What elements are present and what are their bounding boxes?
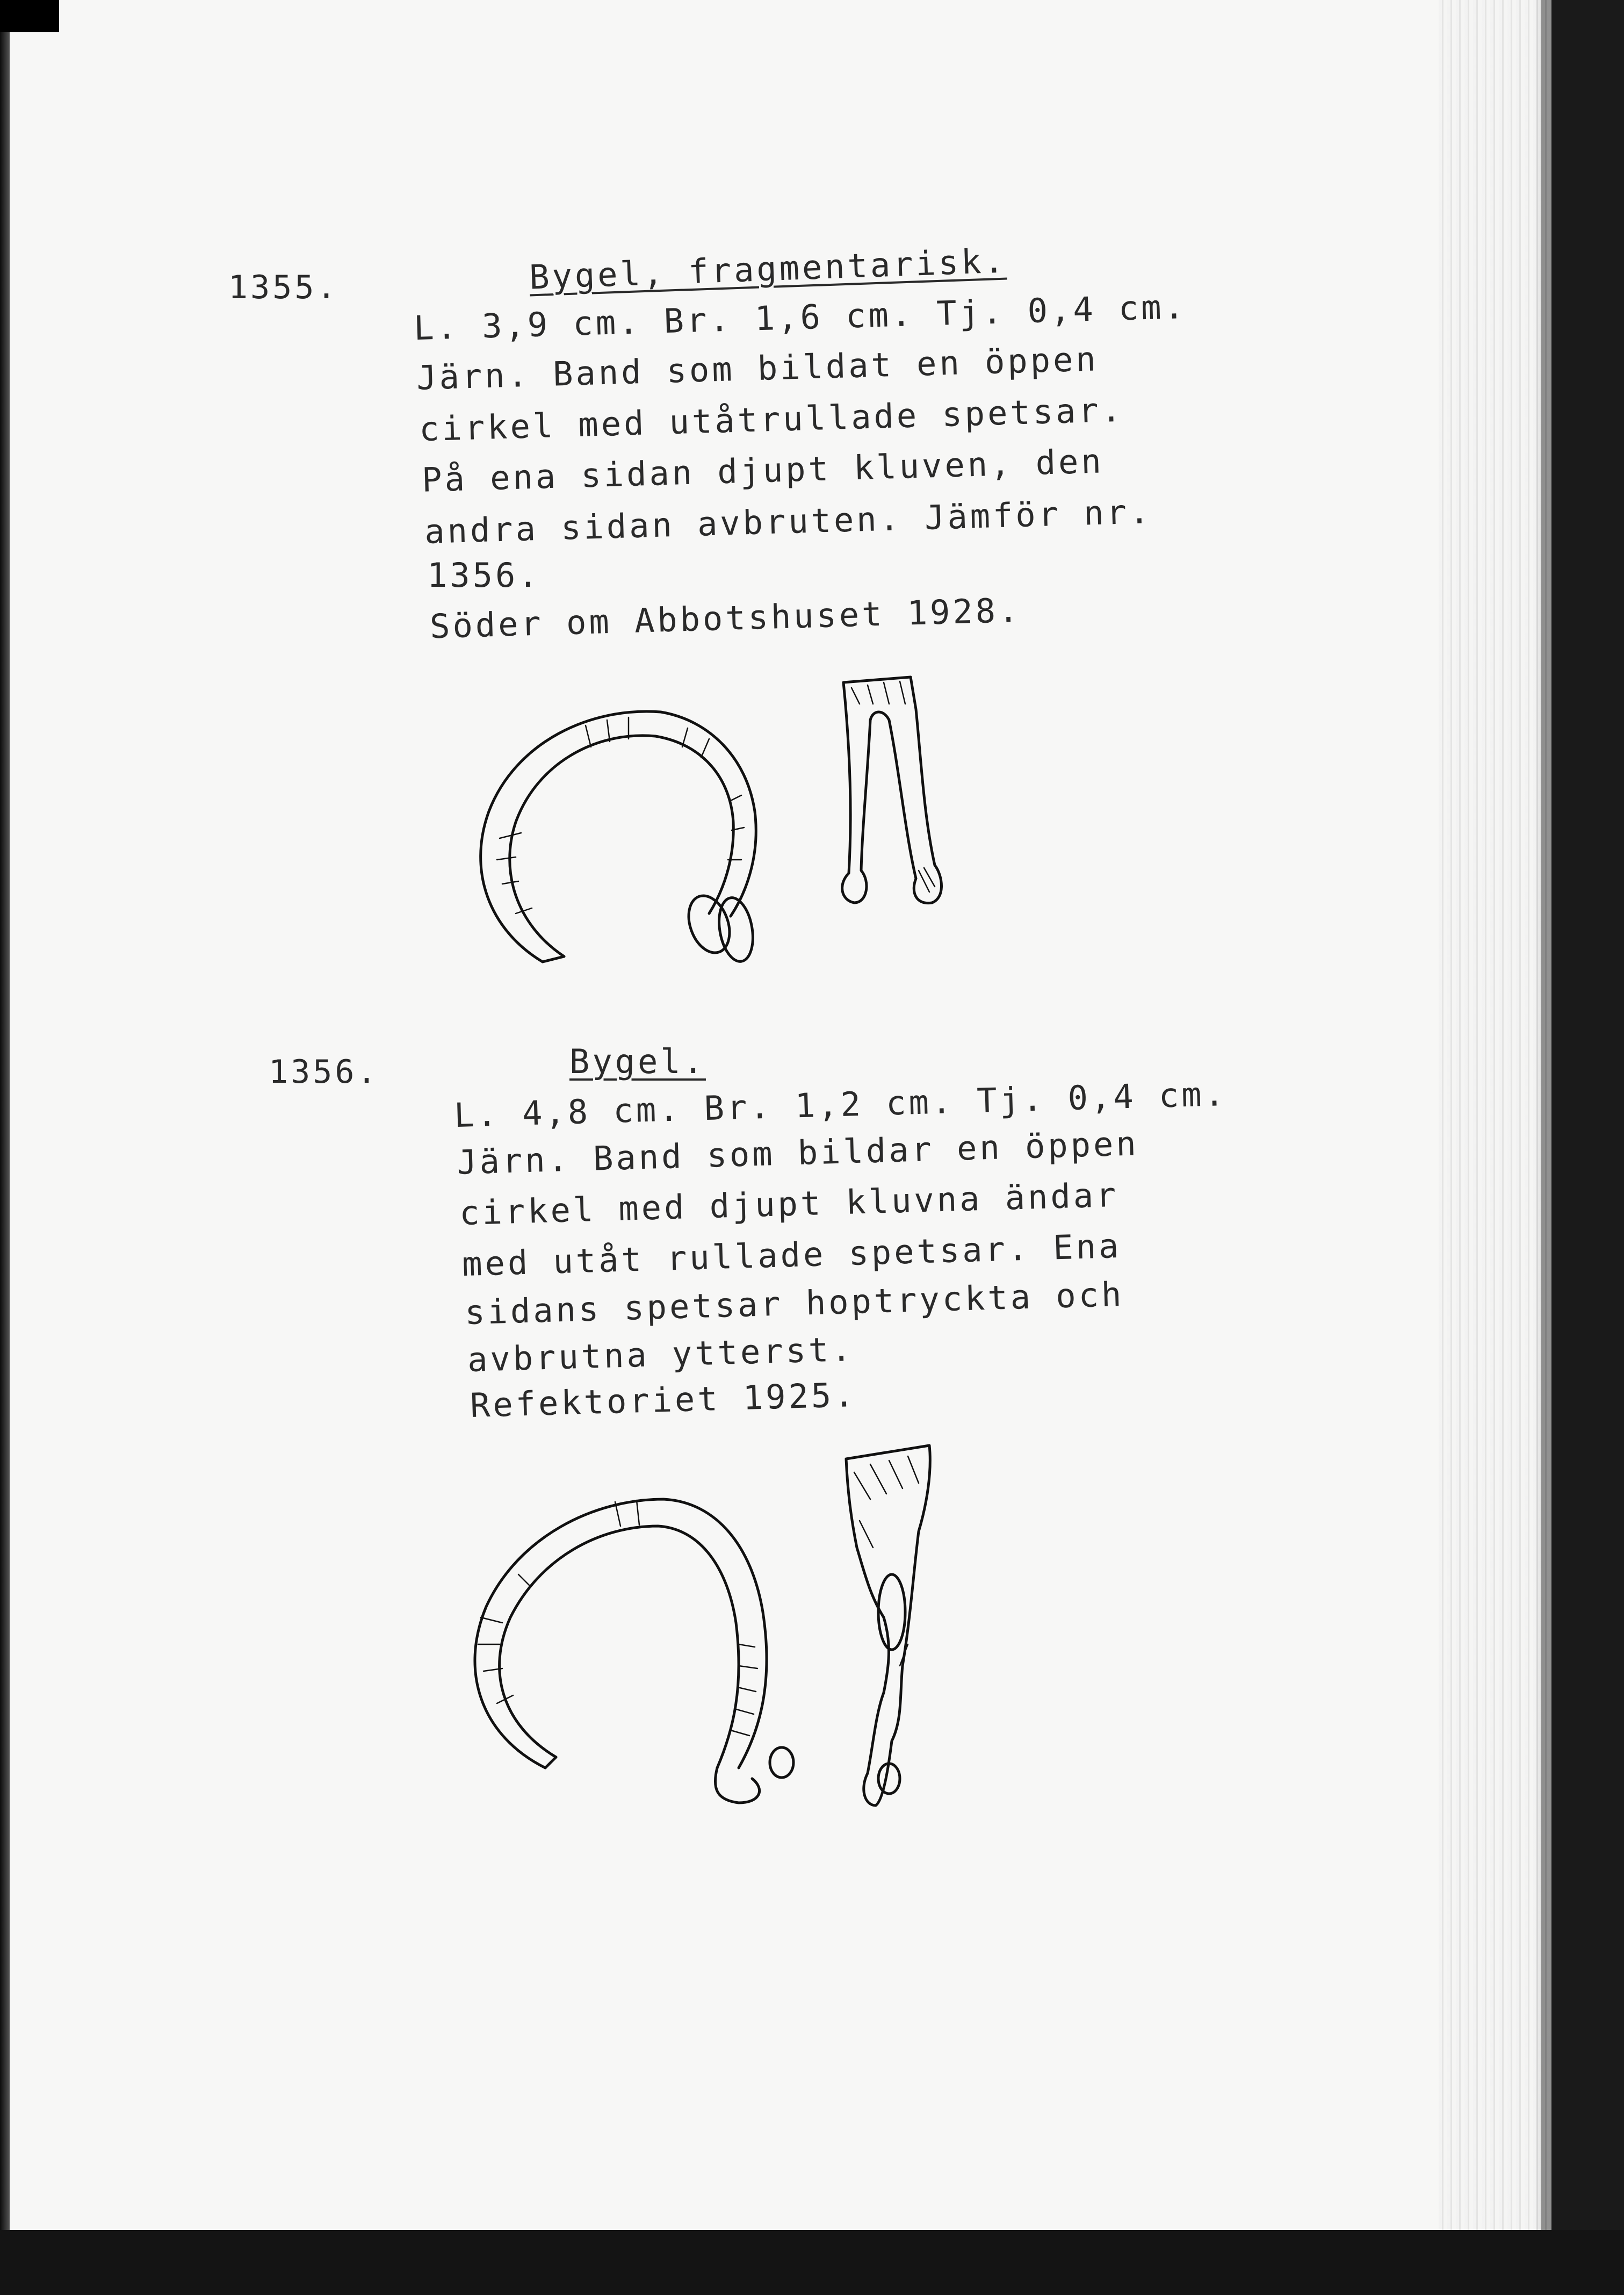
entry-number: 1356. [269,1053,379,1091]
entry-line: L. 3,9 cm. Br. 1,6 cm. Tj. 0,4 cm. [413,286,1187,348]
entry-line: På ena sidan djupt kluven, den [421,441,1105,500]
entry-line: Söder om Abbotshuset 1928. [429,590,1022,646]
entry-line: med utåt rullade spetsar. Ena [461,1226,1122,1284]
entry-line: Järn. Band som bildat en öppen [416,339,1099,398]
entry-line: cirkel med utåtrullade spetsar. [418,390,1124,449]
entry-line: avbrutna ytterst. [467,1329,855,1380]
entry-line: andra sidan avbruten. Jämför nr. [424,492,1153,551]
bottom-shadow [0,2230,1624,2295]
entry-line: Refektoriet 1925. [470,1375,857,1426]
ring-drawing-1355 [457,699,790,978]
entry-line: L. 4,8 cm. Br. 1,2 cm. Tj. 0,4 cm. [453,1074,1228,1135]
entry-line: sidans spetsar hoptryckta och [464,1274,1125,1333]
page-stack-edge [1439,0,1551,2230]
corner-mark [0,0,59,32]
side-view-drawing-1356 [838,1440,978,1816]
entry-line: 1356. [427,556,541,595]
side-view-drawing-1355 [830,666,980,919]
entry-line: cirkel med djupt kluvna ändar [459,1175,1120,1233]
ring-drawing-1356 [459,1488,814,1832]
entry-title: Bygel, fragmentarisk. [528,241,1007,297]
entry-title: Bygel. [569,1042,706,1081]
entry-line: Järn. Band som bildar en öppen [456,1124,1139,1182]
entry-number: 1355. [228,269,339,306]
